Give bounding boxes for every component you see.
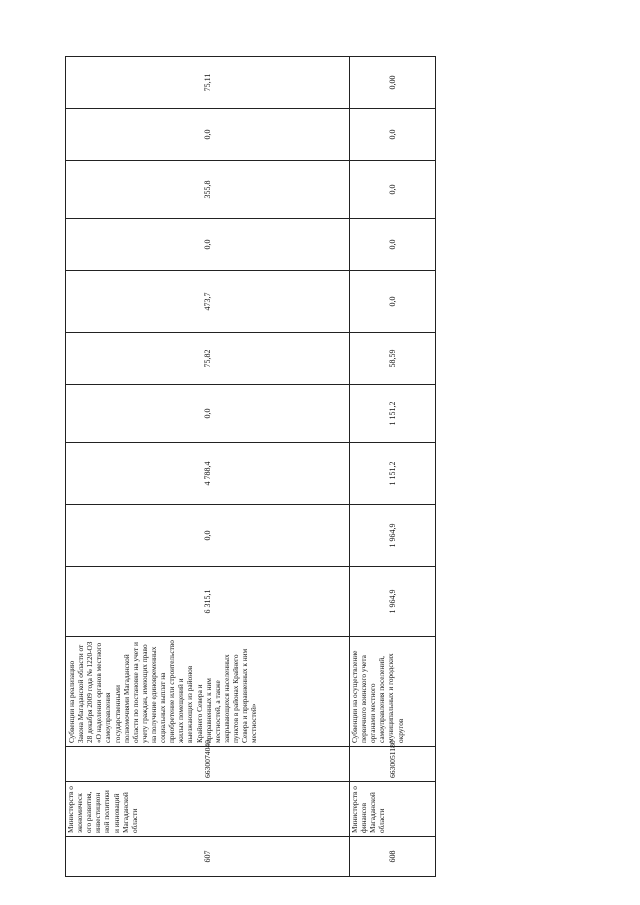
value-cell: 0,0 (350, 219, 436, 271)
value-cell: 6 315,1 (66, 567, 350, 637)
value-cell: 58,59 (350, 333, 436, 385)
value-cell: 0,0 (350, 109, 436, 161)
budget-code-cell: 6630051180 (350, 747, 436, 782)
value-cell: 0,0 (66, 109, 350, 161)
value-cell: 0,00 (350, 57, 436, 109)
rotated-table-container (65, 57, 435, 877)
value-cell: 75,82 (66, 333, 350, 385)
table-row (66, 57, 350, 877)
description-cell: Субвенции на реализацию Закона Магаданской области от 28 декабря 2009 года № 1220-ОЗ «О наделении органов местного самоуправления государственными полномочиями Магаданской области по постановке на учет и учету граждан, имеющих право на получение единовременных социальных выплат на приобретение или строительство жилых помещений и выезжающих из районов Крайнего Севера и приравненных к ним местностей, а также закрывающихся населенных пунктов в районах Крайнего Севера и приравненных к ним местностей» (66, 637, 350, 747)
value-cell: 4 788,4 (66, 443, 350, 505)
value-cell: 0,0 (66, 219, 350, 271)
value-cell: 0,0 (66, 505, 350, 567)
table-row (350, 57, 436, 877)
value-cell: 0,0 (66, 385, 350, 443)
row-number: 607 (66, 837, 350, 877)
value-cell: 1 964,9 (350, 505, 436, 567)
row-number: 608 (350, 837, 436, 877)
value-cell: 75,11 (66, 57, 350, 109)
budget-code-cell: 6630074040 (66, 747, 350, 782)
budget-table (65, 56, 436, 877)
department-cell: Министерств о экономическ ого развития, инвестицион ной политики и инноваций Магаданской области (66, 782, 350, 837)
value-cell: 355,8 (66, 161, 350, 219)
value-cell: 1 964,9 (350, 567, 436, 637)
value-cell: 1 151,2 (350, 385, 436, 443)
description-cell: Субвенции на осуществление первичного воинского учета органами местного самоуправления поселений, муниципальных и городских округов (350, 637, 436, 747)
value-cell: 0,0 (350, 271, 436, 333)
value-cell: 0,0 (350, 161, 436, 219)
department-cell: Министерств о финансов Магаданской области (350, 782, 436, 837)
value-cell: 473,7 (66, 271, 350, 333)
value-cell: 1 151,2 (350, 443, 436, 505)
